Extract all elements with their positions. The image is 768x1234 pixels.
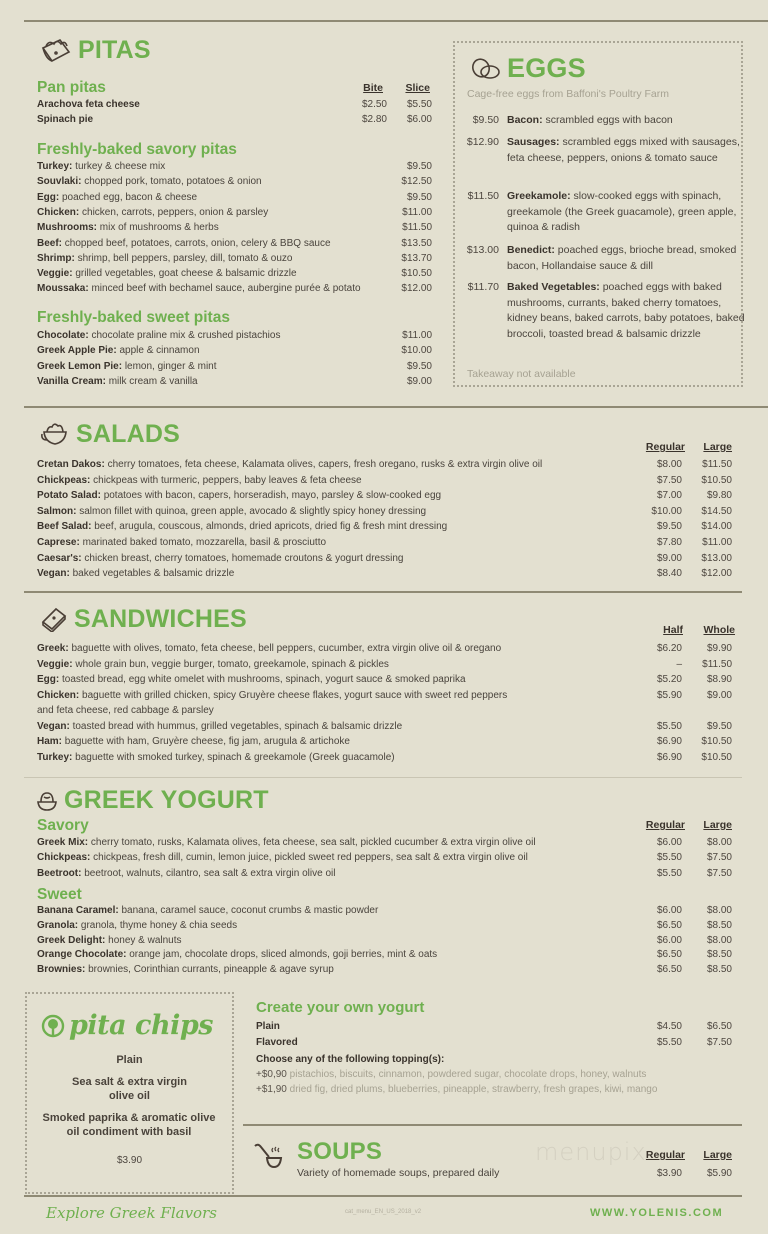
- item-price-1: $6.50: [656, 949, 682, 961]
- item-name: Mushrooms:: [37, 222, 97, 234]
- item-price-2: $7.50: [706, 1037, 732, 1048]
- item-price-2: $8.00: [706, 934, 732, 946]
- item-description: chicken, carrots, peppers, onion & parsley: [82, 206, 269, 218]
- item-price-1: $5.50: [656, 852, 682, 864]
- item-description: poached egg, bacon & cheese: [62, 191, 198, 203]
- item-price-2: $9.00: [706, 689, 732, 701]
- item-price: $13.50: [401, 237, 432, 249]
- savory-pitas-title: Freshly-baked savory pitas: [37, 141, 237, 158]
- item-name: Caesar's:: [37, 552, 82, 564]
- item-description: toasted bread, egg white omelet with mushrooms, spinach, yogurt sauce & smoked paprika: [62, 674, 466, 685]
- item-price: $12.90: [466, 136, 499, 148]
- item-name: Greek Mix:: [37, 837, 89, 848]
- item-description: poached eggs with baked mushrooms, currants, baked cherry tomatoes, kidney beans, baked carrots, baby potatoes, baked broccoli, toasted bread & balsamic drizzle: [507, 281, 745, 340]
- item-price: $9.50: [406, 191, 432, 203]
- item-price-1: $5.50: [656, 720, 682, 732]
- pitas-title: PITAS: [40, 36, 151, 64]
- item-name: Benedict:: [507, 244, 555, 256]
- item-description: scrambled eggs with bacon: [545, 114, 673, 126]
- top-rule: [24, 20, 768, 22]
- item-price-2: $12.00: [701, 568, 732, 580]
- item-price: $9.50: [472, 114, 499, 126]
- soups-description: Variety of homemade soups, prepared daily: [297, 1167, 500, 1179]
- item-name: Bacon:: [507, 114, 543, 126]
- item-price-1: –: [676, 658, 682, 670]
- item-price-2: $7.50: [706, 852, 732, 864]
- rule-before-salads: [24, 406, 768, 408]
- item-description: chopped pork, tomato, potatoes & onion: [84, 176, 262, 188]
- item-price-1: $9.00: [656, 552, 682, 564]
- item-name: Beef Salad:: [37, 521, 92, 533]
- item-name: Chickpeas:: [37, 474, 91, 486]
- item-price: $13.70: [401, 252, 432, 264]
- item-price-1: $5.50: [656, 867, 682, 879]
- rule-before-soups: [243, 1124, 742, 1126]
- item-price-1: $5.90: [656, 689, 682, 701]
- item-description: mix of mushrooms & herbs: [99, 222, 219, 234]
- item-name: Veggie:: [37, 268, 73, 280]
- item-description: marinated baked tomato, mozzarella, basil & prosciutto: [82, 537, 327, 548]
- item-price: $9.00: [406, 375, 432, 387]
- eggs-subtitle: Cage-free eggs from Baffoni's Poultry Farm: [467, 88, 669, 100]
- salad-bowl-icon: [40, 420, 70, 448]
- item-price-2: $13.00: [701, 552, 732, 564]
- item-price-2: $10.50: [701, 736, 732, 747]
- item-name: Greek Apple Pie:: [37, 345, 117, 357]
- pita-wrap-icon: [40, 36, 72, 64]
- sandwich-icon: [40, 606, 68, 632]
- item-price-2: $8.50: [706, 919, 732, 931]
- item-price-1: $6.00: [656, 837, 682, 848]
- item-description: minced beef with bechamel sauce, aubergine purée & potato: [91, 283, 361, 295]
- item-price-1: $4.50: [656, 1021, 682, 1032]
- item-price: $11.00: [402, 330, 432, 341]
- item-name: Beetroot:: [37, 867, 82, 879]
- item-name: Brownies:: [37, 964, 86, 976]
- item-price-2: $7.50: [706, 867, 732, 879]
- item-name: Greek Delight:: [37, 934, 106, 946]
- item-price: $11.50: [467, 190, 499, 202]
- salads-title: SALADS: [40, 420, 180, 448]
- item-description: baguette with olives, tomato, feta cheese, bell peppers, cucumber, extra virgin olive oil & oregano: [71, 643, 502, 654]
- item-name: Banana Caramel:: [37, 905, 119, 916]
- item-name: Greekamole:: [507, 190, 571, 202]
- soups-large-column-header: Large: [703, 1149, 732, 1161]
- item-price-1: $5.50: [656, 1037, 682, 1048]
- pita-chips-logo-icon: [41, 1014, 65, 1038]
- whole-column-header: Whole: [703, 624, 735, 636]
- item-name: Ham:: [37, 736, 63, 747]
- sweet-pitas-title: Freshly-baked sweet pitas: [37, 309, 230, 326]
- item-name: Chicken:: [37, 689, 80, 701]
- item-description: shrimp, bell peppers, parsley, dill, tomato & ouzo: [77, 252, 293, 264]
- sweet-yogurt-title: Sweet: [37, 886, 82, 903]
- item-price-2: $8.50: [706, 964, 732, 976]
- item-description: grilled vegetables, goat cheese & balsamic drizzle: [75, 268, 297, 280]
- item-description: chopped beef, potatoes, carrots, onion, celery & BBQ sauce: [64, 237, 331, 249]
- item-description: baguette with ham, Gruyère cheese, fig jam, arugula & artichoke: [64, 736, 350, 747]
- item-name: Chicken:: [37, 206, 80, 218]
- large-column-header: Large: [703, 441, 732, 453]
- item-name: Granola:: [37, 919, 79, 931]
- half-column-header: Half: [663, 624, 683, 636]
- item-price: $10.00: [401, 345, 432, 357]
- item-price-2: $8.50: [706, 949, 732, 961]
- item-description: baguette with smoked turkey, spinach & greekamole (Greek guacamole): [75, 751, 395, 763]
- item-price-2: $8.00: [706, 905, 732, 916]
- bite-column-header: Bite: [363, 82, 383, 94]
- item-description: beetroot, walnuts, cilantro, sea salt & extra virgin olive oil: [84, 867, 336, 879]
- footer-tagline: Explore Greek Flavors: [46, 1204, 217, 1222]
- item-price-2: $11.00: [702, 537, 732, 548]
- item-price-1: $7.80: [656, 537, 682, 548]
- item-description: slow-cooked eggs with spinach, greekamole (the Greek guacamole), green apple, quinoa & radish: [507, 190, 737, 233]
- eggs-icon: [471, 57, 501, 81]
- item-description: baked vegetables & balsamic drizzle: [72, 568, 235, 580]
- item-description: chicken breast, cherry tomatoes, homemade croutons & yogurt dressing: [84, 552, 404, 564]
- item-description: poached eggs, brioche bread, smoked bacon, Hollandaise sauce & dill: [507, 244, 737, 272]
- chips-flavor-smoked-paprika: Smoked paprika & aromatic olive oil condiment with basil: [42, 1112, 216, 1138]
- item-description: banana, caramel sauce, coconut crumbs & mastic powder: [121, 905, 379, 916]
- item-name: Vanilla Cream:: [37, 375, 106, 387]
- footer-rule: [24, 1195, 742, 1197]
- chips-flavor-sea-salt: Sea salt & extra virgin olive oil: [72, 1076, 187, 1102]
- pita-chips-box: [25, 992, 234, 1194]
- item-name: Chocolate:: [37, 330, 89, 341]
- item-name: Potato Salad:: [37, 490, 101, 502]
- soup-ladle-icon: [253, 1142, 285, 1170]
- soups-regular-price: $3.90: [656, 1168, 682, 1179]
- item-description: scrambled eggs mixed with sausages, feta cheese, peppers, onions & tomato sauce: [507, 136, 740, 164]
- item-name: Plain: [256, 1021, 280, 1032]
- item-description: toasted bread with hummus, grilled vegetables, spinach & balsamic drizzle: [72, 720, 403, 732]
- item-price-2: $9.90: [706, 643, 732, 654]
- item-name: Turkey:: [37, 751, 73, 763]
- slice-column-header: Slice: [405, 82, 430, 94]
- item-price-1: $6.00: [656, 934, 682, 946]
- item-price-1: $6.50: [656, 964, 682, 976]
- item-description: cherry tomato, rusks, Kalamata olives, feta cheese, sea salt, pickled cucumber & extra virgin olive oil: [90, 837, 536, 848]
- soups-regular-column-header: Regular: [645, 1149, 685, 1161]
- item-price: $11.00: [402, 206, 432, 218]
- item-description: lemon, ginger & mint: [124, 360, 217, 372]
- item-price-2: $14.50: [701, 505, 732, 517]
- item-description: honey & walnuts: [108, 934, 182, 946]
- item-description: apple & cinnamon: [119, 345, 200, 357]
- item-description: turkey & cheese mix: [75, 161, 166, 172]
- item-name: Egg:: [37, 674, 60, 685]
- item-price-2: $11.50: [702, 658, 732, 670]
- item-name: Greek:: [37, 643, 69, 654]
- yogurt-regular-column-header: Regular: [645, 819, 685, 831]
- item-description: cherry tomatoes, feta cheese, Kalamata olives, capers, fresh oregano, rusks & extra virgin olive oil: [107, 459, 543, 470]
- item-name: Shrimp:: [37, 252, 75, 264]
- item-price-2: $6.50: [706, 1021, 732, 1032]
- item-name: Souvlaki:: [37, 176, 82, 188]
- toppings-label: Choose any of the following topping(s):: [256, 1054, 445, 1065]
- item-name: Greek Lemon Pie:: [37, 360, 123, 372]
- yogurt-large-column-header: Large: [703, 819, 732, 831]
- item-price-1: $7.00: [656, 490, 682, 502]
- greek-yogurt-title: GREEK YOGURT: [36, 788, 269, 813]
- item-price-1: $6.90: [656, 736, 682, 747]
- item-description: salmon fillet with quinoa, green apple, avocado & slightly spicy honey dressing: [79, 505, 427, 517]
- yogurt-bowl-icon: [36, 790, 58, 812]
- item-price-1: $6.20: [656, 643, 682, 654]
- item-description: milk cream & vanilla: [108, 375, 198, 387]
- item-description: baguette with grilled chicken, spicy Gruyère cheese flakes, yogurt sauce with sweet red peppers: [82, 689, 508, 701]
- item-description: chocolate praline mix & crushed pistachios: [91, 330, 281, 341]
- item-price-2: $10.50: [701, 751, 732, 763]
- footer-code: cat_menu_EN_US_2018_v2: [345, 1209, 422, 1215]
- item-name: Veggie:: [37, 658, 73, 670]
- eggs-title: EGGS: [471, 55, 586, 82]
- item-price: $13.00: [466, 244, 499, 256]
- item-description: potatoes with bacon, capers, horseradish, mayo, parsley & slow-cooked egg: [103, 490, 442, 502]
- item-name: Sausages:: [507, 136, 560, 148]
- item-price: $11.70: [467, 281, 499, 293]
- item-description: beef, arugula, couscous, almonds, dried apricots, dried fig & fresh mint dressing: [94, 521, 448, 533]
- pita-chips-title: pita chips: [41, 1010, 213, 1041]
- item-price-1: $8.40: [656, 568, 682, 580]
- item-price: $12.50: [401, 176, 432, 188]
- item-price: $9.50: [406, 161, 432, 172]
- rule-before-sandwiches: [24, 591, 742, 593]
- chips-flavor-plain: Plain: [116, 1054, 143, 1066]
- item-price: $9.50: [406, 360, 432, 372]
- item-description: whole grain bun, veggie burger, tomato, greekamole, spinach & pickles: [75, 658, 389, 670]
- soups-title: SOUPS: [297, 1138, 383, 1165]
- item-name: Chickpeas:: [37, 852, 91, 864]
- item-price-1: $6.00: [656, 905, 682, 916]
- item-name: Egg:: [37, 191, 60, 203]
- item-price-2: $9.50: [706, 720, 732, 732]
- item-name: Turkey:: [37, 161, 73, 172]
- item-name: Moussaka:: [37, 283, 89, 295]
- item-description: chickpeas with turmeric, peppers, baby leaves & feta cheese: [93, 474, 362, 486]
- footer-website[interactable]: WWW.YOLENIS.COM: [590, 1207, 724, 1219]
- item-price-2: $11.50: [702, 459, 732, 470]
- chips-price: $3.90: [116, 1155, 143, 1166]
- item-name: Cretan Dakos:: [37, 459, 105, 470]
- item-price-2: $10.50: [701, 474, 732, 486]
- item-price: $11.50: [402, 222, 432, 234]
- item-price-2: $14.00: [701, 521, 732, 533]
- item-price-1: $6.90: [656, 751, 682, 763]
- item-description-continued: and feta cheese, red cabbage & parsley: [37, 705, 214, 716]
- item-price: $10.50: [401, 268, 432, 280]
- topping-tier-row: +$1,90 dried fig, dried plums, blueberries, pineapple, strawberry, fresh grapes, kiwi, mango: [256, 1084, 658, 1095]
- item-price-2: $8.90: [706, 674, 732, 685]
- item-name: Salmon:: [37, 505, 77, 517]
- item-price-1: $6.50: [656, 919, 682, 931]
- regular-column-header: Regular: [645, 441, 685, 453]
- create-yogurt-title: Create your own yogurt: [256, 999, 425, 1016]
- item-description: granola, thyme honey & chia seeds: [80, 919, 238, 931]
- item-name: Vegan:: [37, 720, 70, 732]
- item-name: Vegan:: [37, 568, 70, 580]
- item-name: Baked Vegetables:: [507, 281, 600, 293]
- rule-before-yogurt: [24, 777, 742, 778]
- item-name: Flavored: [256, 1037, 298, 1048]
- item-name: Orange Chocolate:: [37, 949, 127, 961]
- eggs-note: Takeaway not available: [467, 368, 576, 380]
- item-price-1: $7.50: [656, 474, 682, 486]
- soups-large-price: $5.90: [706, 1168, 732, 1179]
- item-price-1: $5.20: [656, 674, 682, 685]
- item-name: Beef:: [37, 237, 63, 249]
- item-price-1: $10.00: [651, 505, 682, 517]
- menupix-watermark: menupix: [535, 1138, 647, 1166]
- topping-tier-row: +$0,90 pistachios, biscuits, cinnamon, powdered sugar, chocolate drops, honey, walnuts: [256, 1069, 647, 1080]
- item-price-1: $9.50: [656, 521, 682, 533]
- item-price-2: $8.00: [706, 837, 732, 848]
- item-description: orange jam, chocolate drops, sliced almonds, goji berries, mint & oats: [129, 949, 438, 961]
- item-name: Caprese:: [37, 537, 80, 548]
- savory-yogurt-title: Savory: [37, 817, 89, 834]
- eggs-box: [453, 41, 743, 387]
- item-price-2: $9.80: [706, 490, 732, 502]
- item-price-1: $8.00: [656, 459, 682, 470]
- item-description: brownies, Corinthian currants, pineapple & agave syrup: [88, 964, 334, 976]
- item-price: $12.00: [401, 283, 432, 295]
- sandwiches-title: SANDWICHES: [40, 606, 247, 632]
- item-description: chickpeas, fresh dill, cumin, lemon juice, pickled sweet red peppers, sea salt & extra virgin olive oil: [93, 852, 528, 864]
- pan-pitas-title: Pan pitas: [37, 79, 106, 96]
